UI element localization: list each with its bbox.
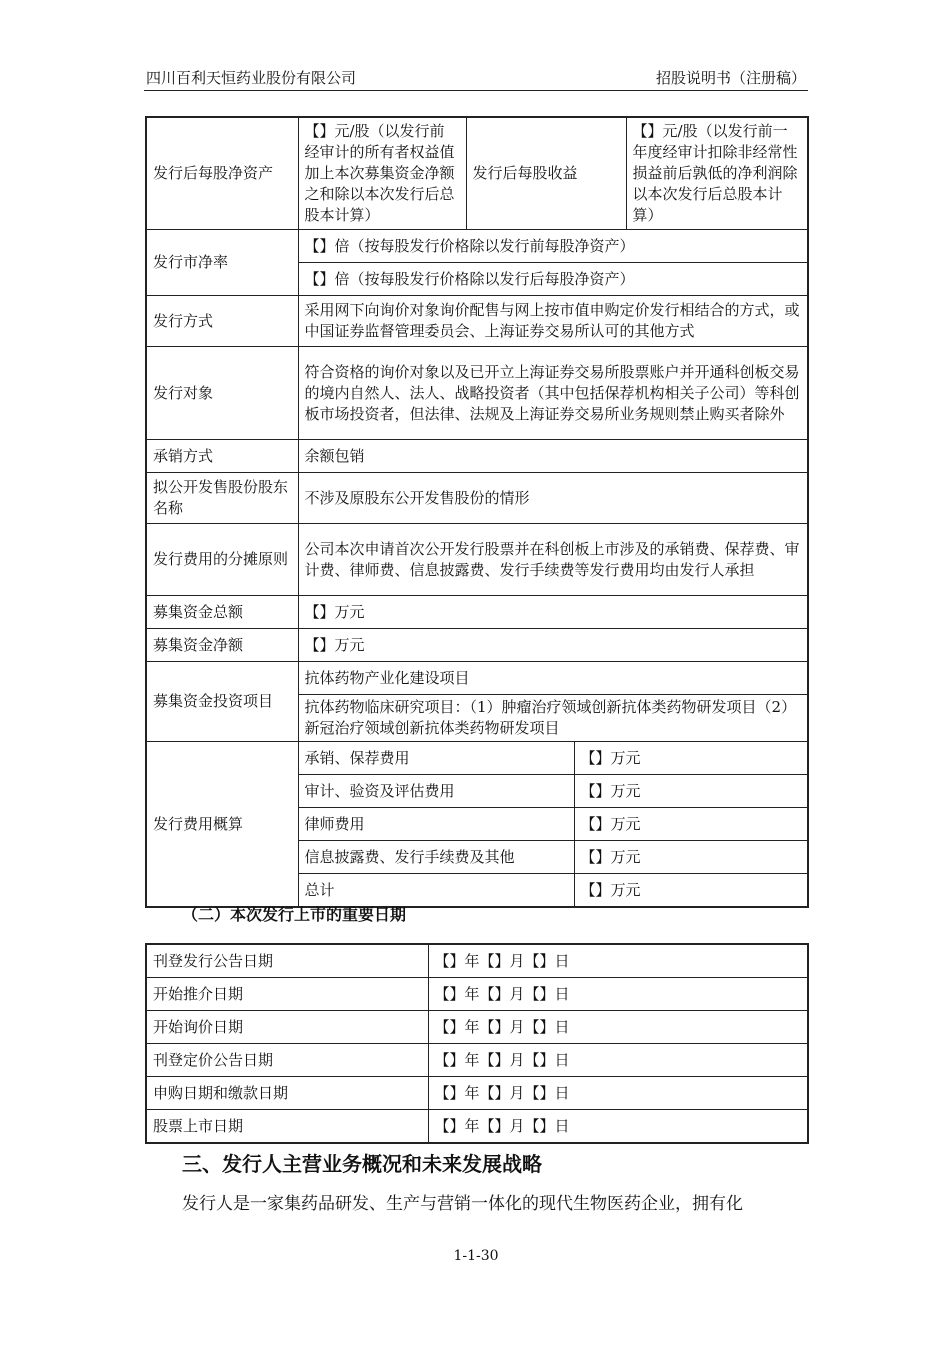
- gross-proceeds-value: 【】万元: [298, 596, 808, 629]
- table-row: [146, 473, 808, 524]
- fee-item-value: 【】万元: [574, 775, 808, 808]
- fee-item-value: 【】万元: [574, 874, 808, 908]
- fee-item-name: 承销、保荐费用: [298, 742, 574, 775]
- table-row: [146, 1077, 808, 1110]
- date-label: 开始询价日期: [146, 1011, 428, 1044]
- method-label: 发行方式: [146, 296, 298, 347]
- document-title: 招股说明书（注册稿）: [655, 69, 806, 87]
- table-row: [146, 524, 808, 596]
- nav-after-label: 发行后每股净资产: [146, 117, 298, 230]
- table-row: [146, 629, 808, 662]
- fee-item-name: 总计: [298, 874, 574, 908]
- subsection-heading: （二）本次发行上市的重要日期: [182, 905, 407, 924]
- fee-item-name: 律师费用: [298, 808, 574, 841]
- page-number: 1-1-30: [453, 1248, 499, 1264]
- eps-after-value: 【】元/股（以发行前一年度经审计扣除非经常性损益前后孰低的净利润除以本次发行后总股本计算）: [626, 117, 808, 230]
- table-row: [146, 117, 808, 230]
- date-value: 【】年【】月【】日: [428, 944, 808, 978]
- table-row: [146, 1110, 808, 1144]
- fee-item-name: 信息披露费、发行手续费及其他: [298, 841, 574, 874]
- date-label: 开始推介日期: [146, 978, 428, 1011]
- net-proceeds-value: 【】万元: [298, 629, 808, 662]
- date-value: 【】年【】月【】日: [428, 1044, 808, 1077]
- project-2: 抗体药物临床研究项目：（1）肿瘤治疗领域创新抗体类药物研发项目（2）新冠治疗领域创新抗体类药物研发项目: [298, 695, 808, 742]
- date-value: 【】年【】月【】日: [428, 978, 808, 1011]
- nav-after-value: 【】元/股（以发行前经审计的所有者权益值加上本次募集资金净额之和除以本次发行后总股本计算）: [298, 117, 466, 230]
- date-value: 【】年【】月【】日: [428, 1011, 808, 1044]
- shareholder-value: 不涉及原股东公开发售股份的情形: [298, 473, 808, 524]
- projects-label: 募集资金投资项目: [146, 662, 298, 742]
- target-label: 发行对象: [146, 347, 298, 440]
- fee-item-value: 【】万元: [574, 742, 808, 775]
- net-proceeds-label: 募集资金净额: [146, 629, 298, 662]
- fee-item-value: 【】万元: [574, 808, 808, 841]
- table-row: [146, 662, 808, 695]
- key-dates-table: [145, 943, 809, 1144]
- fee-principle-label: 发行费用的分摊原则: [146, 524, 298, 596]
- section-heading: 三、发行人主营业务概况和未来发展战略: [182, 1152, 542, 1176]
- page-header: [144, 64, 808, 91]
- pb-label: 发行市净率: [146, 230, 298, 296]
- table-row: [146, 596, 808, 629]
- date-label: 申购日期和缴款日期: [146, 1077, 428, 1110]
- body-paragraph: 发行人是一家集药品研发、生产与营销一体化的现代生物医药企业，拥有化: [182, 1194, 743, 1214]
- pb-value-2: 【】倍（按每股发行价格除以发行后每股净资产）: [298, 263, 808, 296]
- fee-item-value: 【】万元: [574, 841, 808, 874]
- fee-item-name: 审计、验资及评估费用: [298, 775, 574, 808]
- table-row: [146, 440, 808, 473]
- table-row: [146, 978, 808, 1011]
- table-row: [146, 347, 808, 440]
- table-row: [146, 944, 808, 978]
- underwriting-label: 承销方式: [146, 440, 298, 473]
- fee-principle-value: 公司本次申请首次公开发行股票并在科创板上市涉及的承销费、保荐费、审计费、律师费、信息披露费、发行手续费等发行费用均由发行人承担: [298, 524, 808, 596]
- target-value: 符合资格的询价对象以及已开立上海证券交易所股票账户并开通科创板交易的境内自然人、法人、战略投资者（其中包括保荐机构相关子公司）等科创板市场投资者，但法律、法规及上海证券交易所业务规则禁止购买者除外: [298, 347, 808, 440]
- eps-after-label: 发行后每股收益: [466, 117, 626, 230]
- date-label: 股票上市日期: [146, 1110, 428, 1144]
- date-value: 【】年【】月【】日: [428, 1077, 808, 1110]
- date-value: 【】年【】月【】日: [428, 1110, 808, 1144]
- underwriting-value: 余额包销: [298, 440, 808, 473]
- company-name: 四川百利天恒药业股份有限公司: [146, 69, 357, 87]
- pb-value-1: 【】倍（按每股发行价格除以发行前每股净资产）: [298, 230, 808, 263]
- fee-estimate-label: 发行费用概算: [146, 742, 298, 908]
- table-row: [146, 296, 808, 347]
- offering-info-table: [145, 116, 809, 908]
- table-row: [146, 230, 808, 263]
- shareholder-label: 拟公开发售股份股东名称: [146, 473, 298, 524]
- date-label: 刊登发行公告日期: [146, 944, 428, 978]
- date-label: 刊登定价公告日期: [146, 1044, 428, 1077]
- table-row: [146, 742, 808, 775]
- gross-proceeds-label: 募集资金总额: [146, 596, 298, 629]
- table-row: [146, 1011, 808, 1044]
- table-row: [146, 1044, 808, 1077]
- project-1: 抗体药物产业化建设项目: [298, 662, 808, 695]
- method-value: 采用网下向询价对象询价配售与网上按市值申购定价发行相结合的方式，或中国证券监督管理委员会、上海证券交易所认可的其他方式: [298, 296, 808, 347]
